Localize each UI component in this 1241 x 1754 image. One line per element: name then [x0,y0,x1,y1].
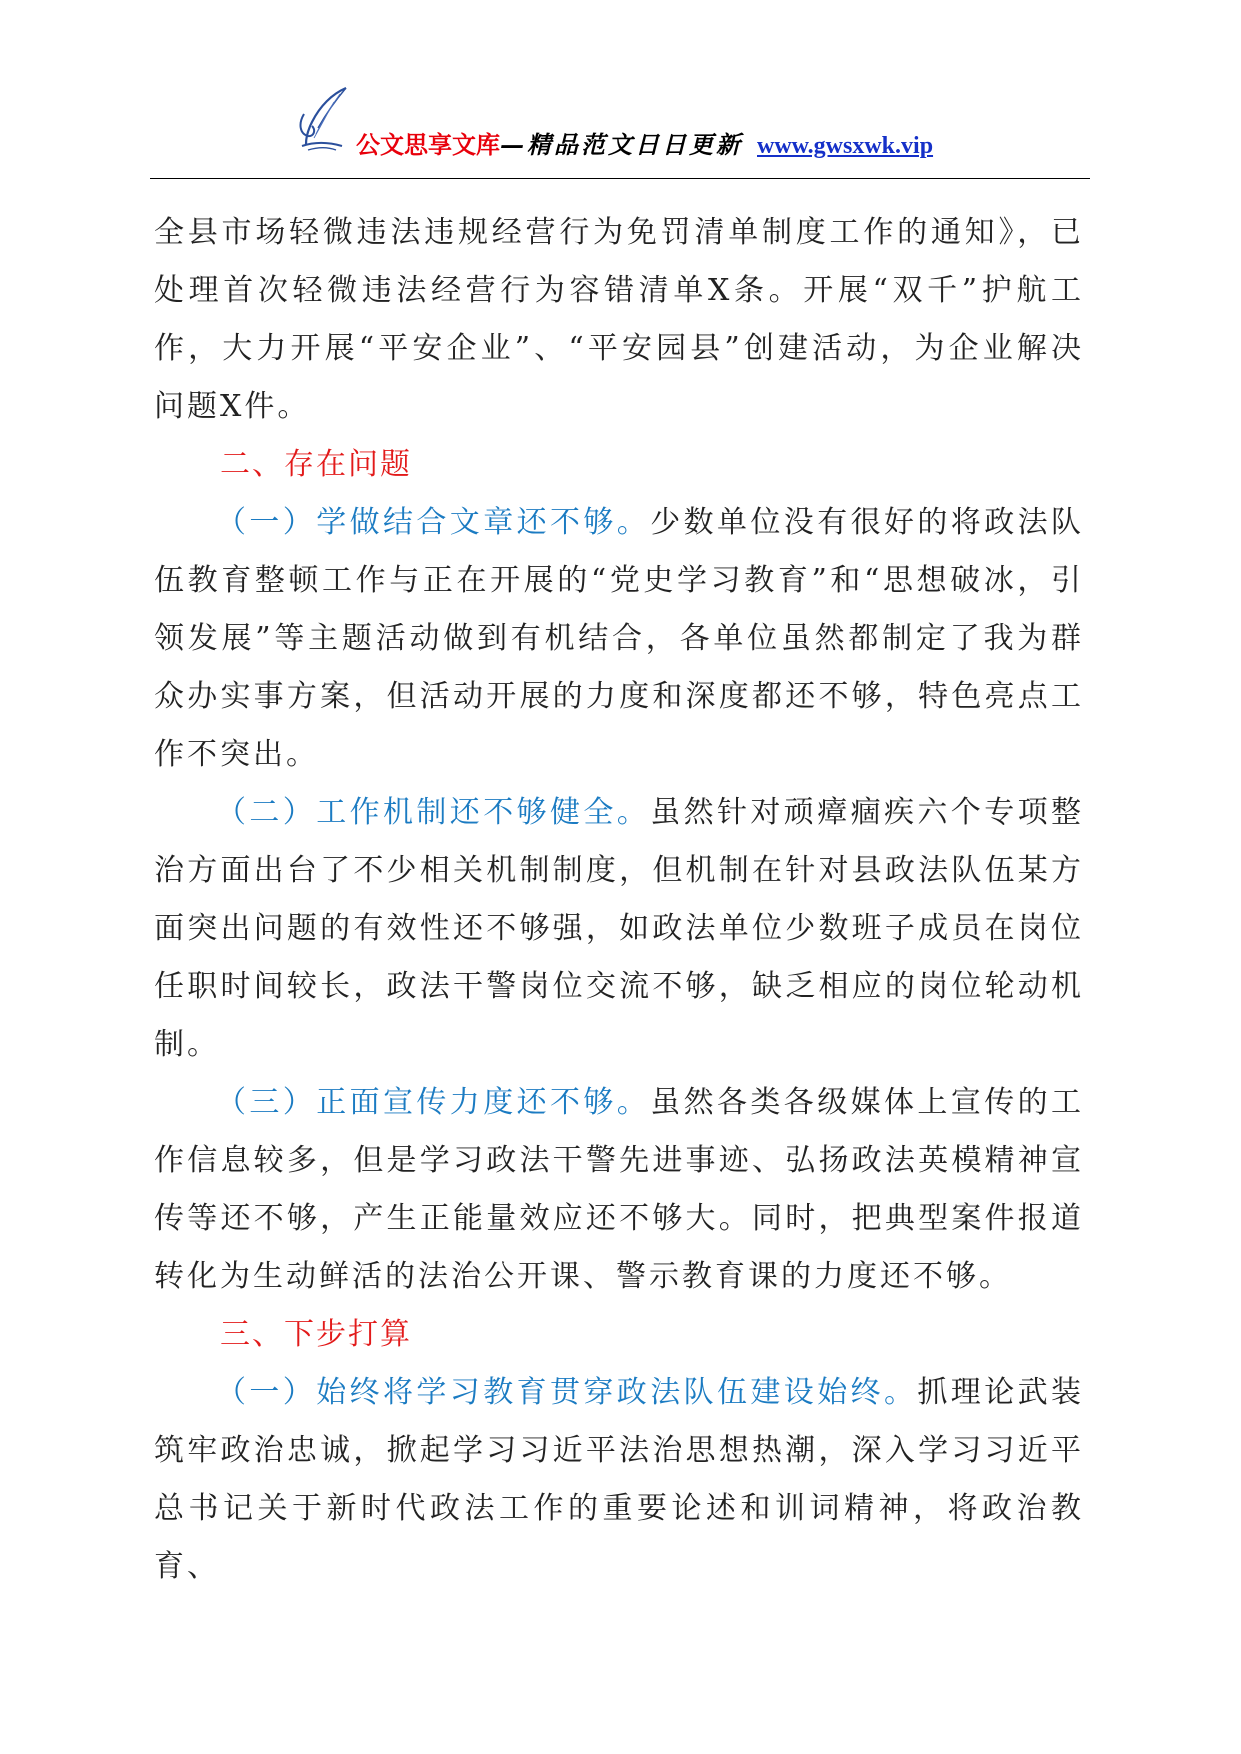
paragraph-plan-1-text: 抓理论武装筑牢政治忠诚，掀起学习习近平法治思想热潮，深入学习习近平总书记关于新时代政法工作的重要论述和训词精神，将政治教育、 [154,1375,1085,1584]
paragraph-plan-1 [154,1364,1084,1596]
section-heading-next-steps: 三、下步打算 [220,1317,412,1352]
header-divider [150,178,1090,179]
section-heading-problems: 二、存在问题 [220,447,412,482]
header-title [356,123,933,168]
site-slogan: —精品范文日日更新 [500,130,743,159]
paragraph-problem-1-text: 少数单位没有很好的将政法队伍教育整顿工作与正在开展的“党史学习教育”和“思想破冰，引领发展”等主题活动做到有机结合，各单位虽然都制定了我为群众办实事方案，但活动开展的力度和深度都还不够，特色亮点工作不突出。 [154,505,1085,772]
subheading-plan-1: （一）始终将学习教育贯穿政法队伍建设始终。 [216,1375,918,1410]
paragraph-intro: 全县市场轻微违法违规经营行为免罚清单制度工作的通知》，已处理首次轻微违法经营行为容错清单X条。开展“双千”护航工作，大力开展“平安企业”、“平安园县”创建活动，为企业解决问题X件。 [154,215,1084,424]
paragraph-problem-2 [154,784,1084,1074]
subheading-problem-1: （一）学做结合文章还不够。 [216,505,651,540]
subheading-problem-3: （三）正面宣传力度还不够。 [216,1085,651,1120]
paragraph-problem-1 [154,494,1084,784]
site-url-link[interactable]: www.gwsxwk.vip [757,133,934,159]
paragraph-problem-3-text: 虽然各类各级媒体上宣传的工作信息较多，但是学习政法干警先进事迹、弘扬政法英模精神宣传等还不够，产生正能量效应还不够大。同时，把典型案件报道转化为生动鲜活的法治公开课、警示教育课的力度还不够。 [154,1085,1085,1294]
quill-pen-icon [294,84,354,154]
page-header [150,80,1090,180]
document-body [154,204,1084,1596]
site-name: 公文思享文库 [356,130,500,159]
subheading-problem-2: （二）工作机制还不够健全。 [216,795,651,830]
paragraph-problem-3 [154,1074,1084,1306]
paragraph-problem-2-text: 虽然针对顽瘴痼疾六个专项整治方面出台了不少相关机制制度，但机制在针对县政法队伍某方面突出问题的有效性还不够强，如政法单位少数班子成员在岗位任职时间较长，政法干警岗位交流不够，缺乏相应的岗位轮动机制。 [154,795,1085,1062]
